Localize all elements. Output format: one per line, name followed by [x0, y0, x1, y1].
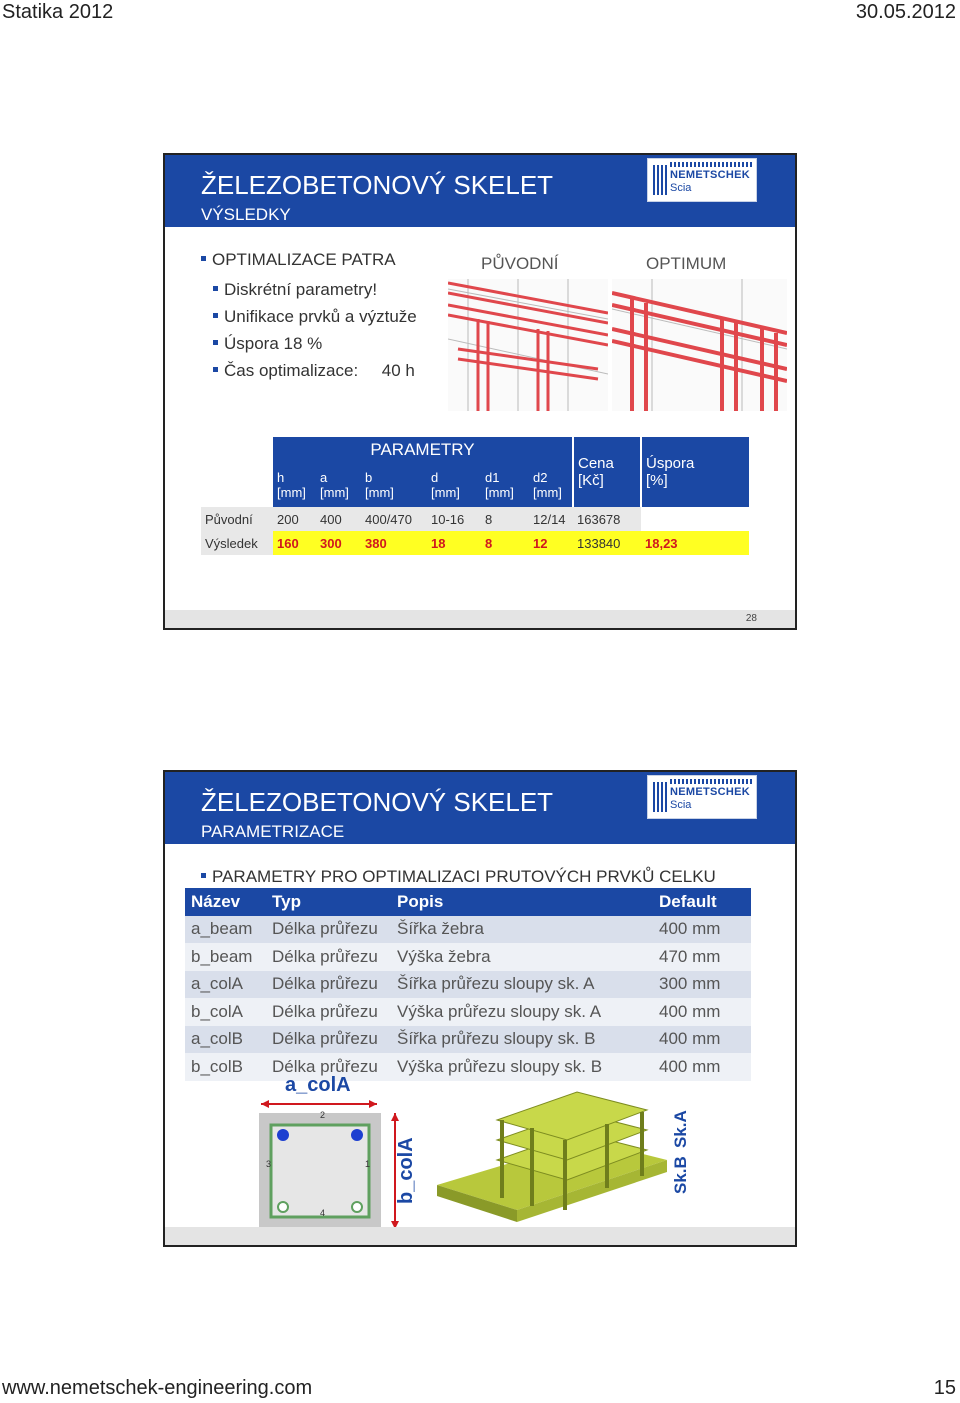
slide-title: ŽELEZOBETONOVÝ SKELET [201, 170, 554, 200]
logo-text: NEMETSCHEK [670, 786, 751, 798]
table-row-result: Výsledek 160 300 380 18 8 12 133840 18,23 [201, 531, 749, 555]
bullet-unification: Unifikace prvků a výztuže [213, 307, 417, 327]
slide-subtitle: PARAMETRIZACE [201, 822, 345, 841]
table-header-row: Název Typ Popis Default [185, 888, 751, 916]
column-section-drawing [257, 1097, 407, 1232]
bullet-time: Čas optimalizace: 40 h [213, 361, 415, 381]
page-header [0, 0, 960, 28]
table-row: a_colA Délka průřezu Šířka průřezu sloupy sk. A 300 mm [185, 971, 751, 999]
table-row: a_colB Délka průřezu Šířka průřezu sloupy sk. B 400 mm [185, 1026, 751, 1054]
table-row: a_beam Délka průřezu Šířka žebra 400 mm [185, 916, 751, 944]
results-table [201, 437, 749, 555]
page-number: 15 [933, 1377, 956, 1399]
rebar-cage-drawing [448, 279, 608, 411]
logo-subtext: Scia [670, 799, 692, 811]
original-rebar-image [448, 279, 608, 411]
header-d2: d2 [mm] [533, 470, 562, 500]
rebar-cage-drawing-optimum [612, 279, 787, 411]
table-row: b_beam Délka průřezu Výška žebra 470 mm [185, 943, 751, 971]
slide-number-bar [165, 610, 795, 628]
logo-subtext: Scia [670, 182, 692, 194]
slide-parametrization: ŽELEZOBETONOVÝ SKELET PARAMETRIZACE NEMETSCHEK Scia PARAMETRY PRO OPTIMALIZACI PRUTOVÝCH PRVKŮ CELKU Název Typ Popis Default a_beam Délka průřezu Šířka žebra 400 mm b_beam Délka průřezu Výška žebra 470 mm a_colA Délka průřezu Šířka průřezu sloupy sk. A 300 mm b_colA Délka průřezu Výška průřezu sloupy sk. A 400 mm a_colB Délka průřezu Šířka průřezu sloupy sk. B 400 mm b_colB Délka průřezu Výška průřezu sloupy sk. B 400 mm a_colA 2 3 1 4 b_colA Sk.B Sk.A [163, 770, 797, 1247]
label-b-colA: b_colA [395, 1137, 417, 1204]
bullet-saving: Úspora 18 % [213, 334, 322, 354]
label-sk-a: Sk.A [671, 1110, 690, 1148]
bullet-discrete: Diskrétní parametry! [213, 280, 377, 300]
slide-header [165, 772, 795, 844]
page-footer [0, 1373, 960, 1403]
header-h: h [mm] [277, 470, 306, 500]
slide-subtitle: VÝSLEDKY [201, 205, 291, 224]
table-row-original: Původní 200 400 400/470 10-16 8 12/14 163678 [201, 507, 749, 531]
table-row: b_colB Délka průřezu Výška průřezu sloupy sk. B 400 mm [185, 1053, 751, 1081]
header-title: Statika 2012 [2, 1, 114, 23]
bullet-optimization: OPTIMALIZACE PATRA [201, 250, 396, 270]
header-a: a [mm] [320, 470, 349, 500]
cost-header: Cena [Kč] [573, 437, 641, 507]
column-original: PŮVODNÍ [481, 254, 559, 273]
slide-results [163, 153, 797, 630]
bullet-parameters: PARAMETRY PRO OPTIMALIZACI PRUTOVÝCH PRVKŮ CELKU [201, 867, 716, 887]
building-3d-model [427, 1090, 677, 1230]
label-sk-b: Sk.B [671, 1156, 690, 1194]
slide-header [165, 155, 795, 227]
header-d1: d1 [mm] [485, 470, 514, 500]
header-b: b [mm] [365, 470, 394, 500]
logo-text: NEMETSCHEK [670, 169, 751, 181]
saving-header: Úspora [%] [641, 437, 749, 507]
column-optimum: OPTIMUM [646, 254, 727, 273]
slide-title: ŽELEZOBETONOVÝ SKELET [201, 787, 554, 817]
header-date: 30.05.2012 [855, 1, 956, 23]
parameters-header: PARAMETRY [273, 437, 573, 463]
optimum-rebar-image [612, 279, 787, 411]
slide-number-bar [165, 1227, 795, 1245]
parameters-table [185, 888, 751, 1081]
header-d: d [mm] [431, 470, 460, 500]
nemetschek-logo [647, 775, 757, 819]
table-row: b_colA Délka průřezu Výška průřezu sloupy sk. A 400 mm [185, 998, 751, 1026]
nemetschek-logo [647, 158, 757, 202]
label-a-colA: a_colA [285, 1074, 351, 1096]
slide-number: 28 [745, 613, 757, 624]
footer-url: www.nemetschek-engineering.com [2, 1377, 313, 1399]
